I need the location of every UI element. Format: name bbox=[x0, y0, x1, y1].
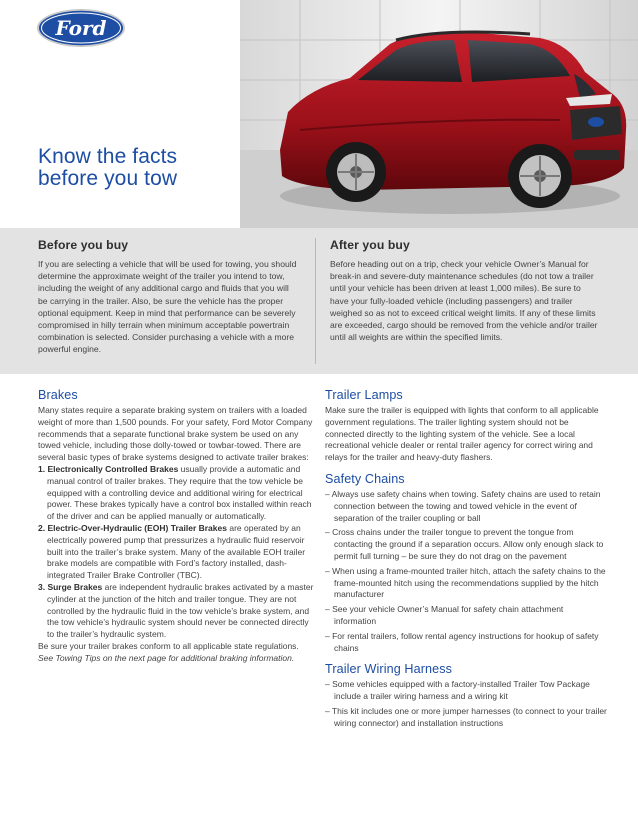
brake-type-label: 1. Electronically Controlled Brakes bbox=[38, 463, 179, 474]
brake-type-label: 3. Surge Brakes bbox=[38, 581, 103, 592]
brake-types-list bbox=[38, 464, 314, 641]
list-item: – Always use safety chains when towing. Safety chains are used to retain connection between the towing and towed vehicle in the event of separation of the trailer coupling or ball bbox=[325, 488, 601, 523]
after-you-buy-text: Before heading out on a trip, check your vehicle Owner’s Manual for break-in and severe-duty maintenance schedules (do not tow a trailer until your vehicle has been driven at least 1,000 miles). Be sure to have your fully-loaded vehicle (including passengers) and trailer weighed so as not to exceed critical weight limits. If any of these limits are exceeded, cargo should be removed from the vehicle and/or trailer until all weights are within the specified limits. bbox=[330, 259, 598, 343]
list-item: – When using a frame-mounted trailer hitch, attach the safety chains to the frame-mounted hitch using the recommendations supplied by the hitch manufacturer bbox=[325, 565, 606, 600]
towing-tips-note: See Towing Tips on the next page for additional braking information. bbox=[38, 652, 295, 663]
hero bbox=[0, 0, 638, 228]
column-divider bbox=[315, 238, 316, 364]
brake-type-text: are operated by an electrically powered pump that pressurizes a hydraulic fluid reservoir built into the trailer’s brake system. Many of the available EOH trailer brake models are compatible with Ford’s factory installed, dash-integrated Trailer Brake Controller (TBC). bbox=[47, 522, 306, 581]
page-title: Know the facts before you tow bbox=[38, 145, 178, 190]
after-you-buy-section bbox=[330, 238, 600, 343]
list-item bbox=[38, 464, 314, 523]
list-item bbox=[38, 582, 314, 641]
list-item: – See your vehicle Owner’s Manual for safety chain attachment information bbox=[325, 604, 564, 626]
brakes-outro-text: Be sure your trailer brakes conform to all applicable state regulations. bbox=[38, 640, 299, 651]
wiring-harness-title: Trailer Wiring Harness bbox=[325, 662, 452, 677]
list-item: – Cross chains under the trailer tongue to prevent the tongue from contacting the ground if a separation occurs. Allow only enough slack to permit full turning – be sure they do not drag on the pavement bbox=[325, 527, 604, 561]
after-you-buy-title: After you buy bbox=[330, 238, 410, 252]
brakes-title: Brakes bbox=[38, 388, 78, 402]
trailer-lamps-title: Trailer Lamps bbox=[325, 388, 403, 402]
before-you-buy-section bbox=[38, 238, 300, 356]
brakes-outro bbox=[38, 641, 314, 665]
wiring-harness-list bbox=[325, 679, 607, 729]
wiring-harness-section bbox=[325, 662, 607, 729]
trailer-lamps-text: Make sure the trailer is equipped with lights that conform to all applicable government regulations. The trailer lighting system should not be connected directly to the lighting system of the vehicle. See a local recreational vehicle dealer or rental trailer agency for correct wiring and relays for the trailer and heavy-duty flashers. bbox=[325, 405, 599, 463]
list-item: – This kit includes one or more jumper harnesses (to connect to your trailer wiring connector) and installation instructions bbox=[325, 705, 607, 728]
brake-type-text: usually provide a automatic and manual control of trailer brakes. They require that the tow vehicle be equipped with a controlling device and additional wiring for electrical power. These brakes typically have a control box installed within reach of the driver and can be applied manually or automatically. bbox=[47, 463, 312, 522]
brake-type-label: 2. Electric-Over-Hydraulic (EOH) Trailer Brakes bbox=[38, 522, 227, 533]
list-item: – Some vehicles equipped with a factory-installed Trailer Tow Package include a trailer wiring harness and a wiring kit bbox=[325, 679, 590, 702]
vehicle-photo bbox=[240, 0, 638, 228]
before-you-buy-title: Before you buy bbox=[38, 238, 129, 252]
safety-chains-title: Safety Chains bbox=[325, 471, 405, 486]
brake-type-text: are independent hydraulic brakes activated by a master cylinder at the junction of the hitch and trailer tongue. They are not controlled by the hydraulic fluid in the tow vehicle’s brake system, and the tow vehicle’s hydraulic system should never be connected directly to the trailer’s hydraulic system. bbox=[47, 581, 314, 640]
brakes-intro: Many states require a separate braking system on trailers with a loaded weight of more than 1,500 pounds. For your safety, Ford Motor Company recommends that a separate functional brake system be used on any towed vehicle, including those dolly-towed or towbar-towed. There are several basic types of brake systems designed to activate trailer brakes: bbox=[38, 405, 313, 463]
list-item bbox=[38, 523, 314, 582]
before-after-band bbox=[0, 228, 638, 374]
logo-text: Ford bbox=[55, 16, 107, 40]
safety-chains-list bbox=[325, 489, 607, 654]
list-item: – For rental trailers, follow rental agency instructions for hookup of safety chains bbox=[325, 630, 599, 653]
safety-chains-section bbox=[325, 472, 607, 654]
brakes-section bbox=[38, 388, 314, 665]
right-column bbox=[325, 388, 607, 733]
ford-logo bbox=[36, 8, 126, 48]
trailer-lamps-section bbox=[325, 388, 607, 464]
before-you-buy-text: If you are selecting a vehicle that will be used for towing, you should determine the approximate weight of the trailer you intend to tow, including the weight of any additional cargo and fluids that you will be carrying in the trailer. Also, be sure the vehicle has the proper optional equipment. Keep in mind that performance can be severely compromised in hilly terrain when minimum acceptable powertrain combination is selected. Consider purchasing a vehicle with a more powerful engine. bbox=[38, 259, 297, 355]
